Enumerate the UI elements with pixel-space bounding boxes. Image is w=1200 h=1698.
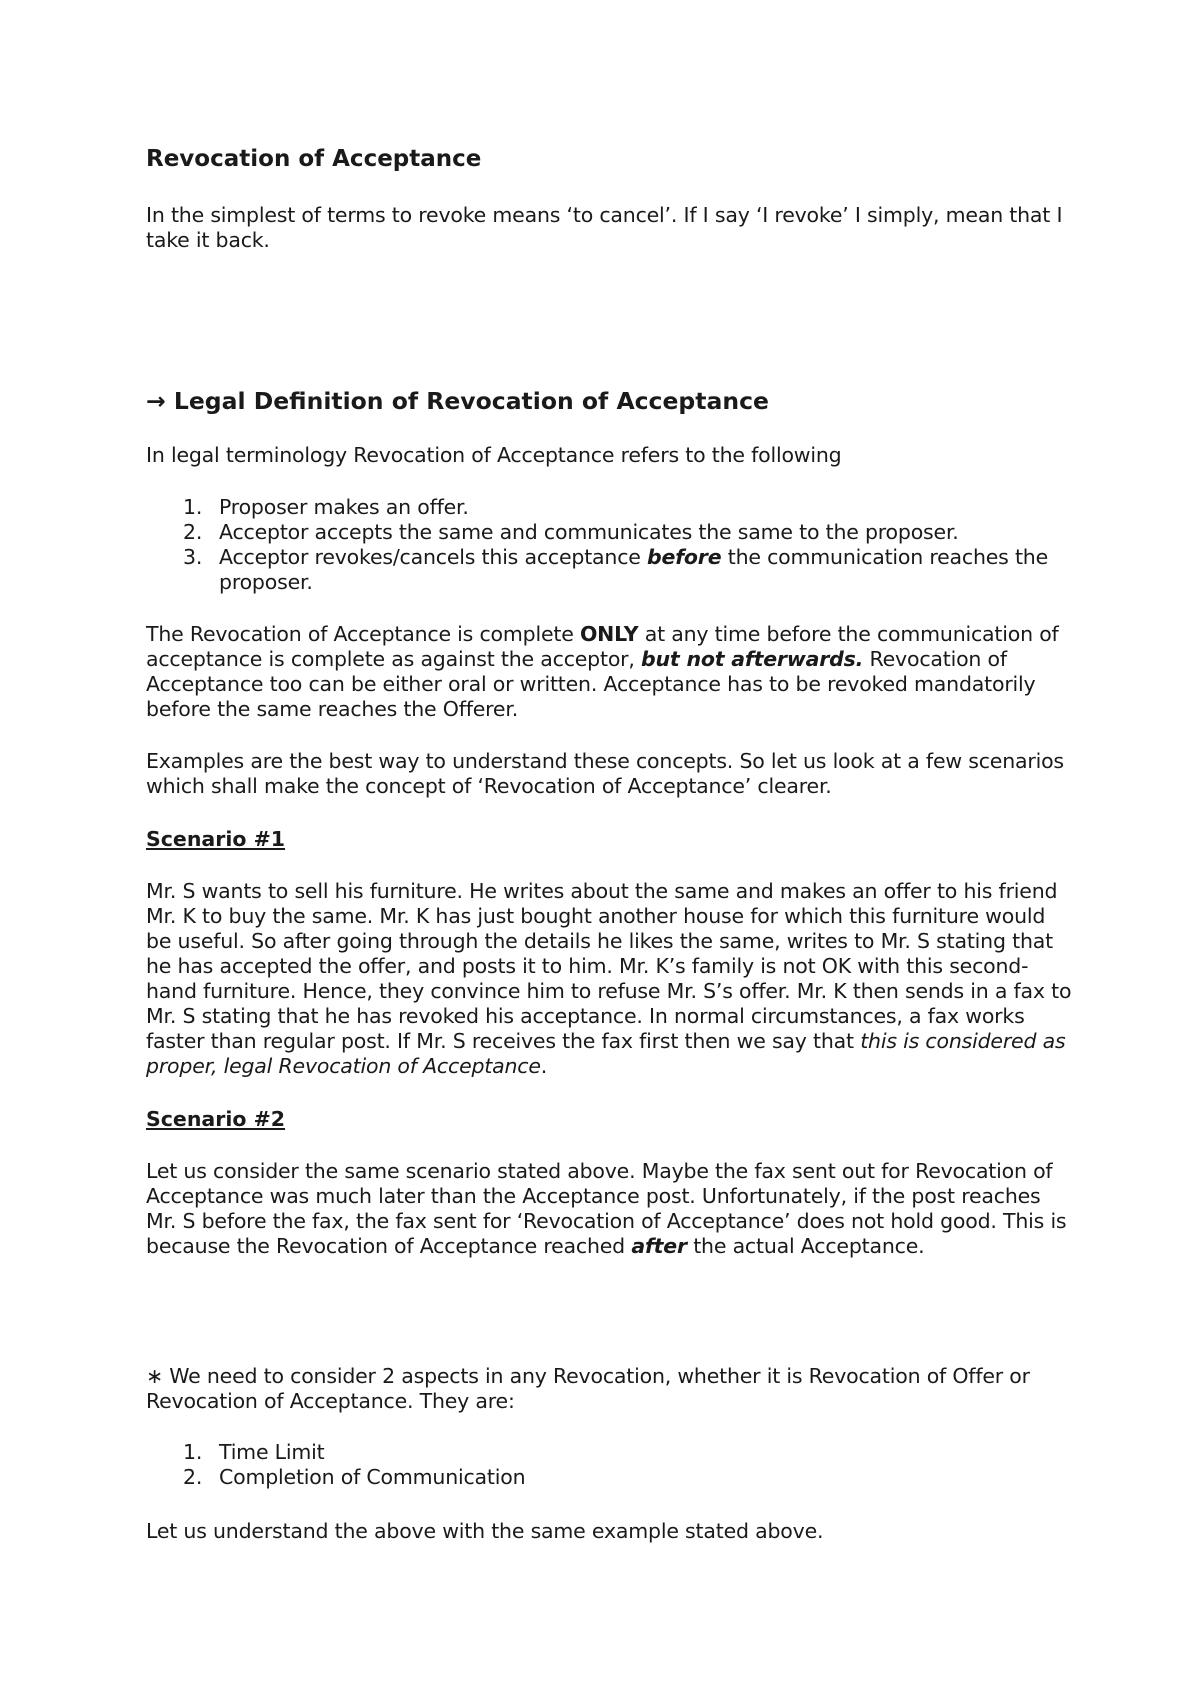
scenario-2-heading: Scenario #2 bbox=[146, 1107, 286, 1131]
list-item-number: 2. bbox=[183, 1465, 203, 1489]
list-item-text: Acceptor accepts the same and communicates the same to the proposer. bbox=[219, 520, 959, 544]
scenario-1-paragraph bbox=[146, 879, 1076, 1079]
list-item-number: 1. bbox=[183, 495, 203, 519]
emphasis-text: but not afterwards. bbox=[641, 647, 864, 671]
emphasis-text: after bbox=[631, 1234, 687, 1258]
list-item bbox=[146, 495, 1076, 520]
list-item-number: 2. bbox=[183, 520, 203, 544]
scenario-1-heading: Scenario #1 bbox=[146, 827, 286, 851]
scenario-2-paragraph bbox=[146, 1159, 1076, 1259]
closing-paragraph: Let us understand the above with the same example stated above. bbox=[146, 1519, 824, 1543]
list-item-text: Time Limit bbox=[219, 1440, 325, 1464]
legal-definition-heading-text: Legal Definition of Revocation of Acceptance bbox=[173, 387, 769, 415]
list-item-text: the communication reaches the proposer. bbox=[219, 545, 1049, 594]
intro-paragraph: In the simplest of terms to revoke means ‘to cancel’. If I say ‘I revoke’ I simply, mean that I take it back. bbox=[146, 203, 1063, 252]
emphasis-text: before bbox=[647, 545, 722, 569]
document-title: Revocation of Acceptance bbox=[146, 146, 482, 172]
list-item bbox=[146, 545, 1076, 595]
legal-intro-paragraph: In legal terminology Revocation of Acceptance refers to the following bbox=[146, 443, 842, 467]
legal-definition-heading bbox=[146, 387, 769, 415]
paragraph-text: . bbox=[540, 1054, 548, 1078]
list-item bbox=[146, 1465, 1076, 1490]
paragraph-text: Let us consider the same scenario stated above. Maybe the fax sent out for Revocation of Acceptance was much later than the Acceptance post. Unfortunately, if the post reaches Mr. S before the fax, the fax sent for ‘Revocation of Acceptance’ does not hold good. This is because the Revocation of Acceptance reached bbox=[146, 1159, 1067, 1258]
list-item-number: 1. bbox=[183, 1440, 203, 1464]
emphasis-text: this is considered as proper, legal Revocation of Acceptance bbox=[146, 1029, 1066, 1078]
aspects-paragraph: ∗ We need to consider 2 aspects in any Revocation, whether it is Revocation of Offer or Revocation of Acceptance. They are: bbox=[146, 1364, 1030, 1413]
list-item-text: Proposer makes an offer. bbox=[219, 495, 469, 519]
list-item-number: 3. bbox=[183, 545, 203, 569]
revocation-steps-list bbox=[146, 495, 1076, 595]
emphasis-text: ONLY bbox=[579, 622, 639, 646]
arrow-icon: → bbox=[146, 387, 166, 415]
paragraph-text: Mr. S wants to sell his furniture. He writes about the same and makes an offer to his friend Mr. K to buy the same. Mr. K has just bought another house for which this furniture would be useful. So after going through the details he likes the same, writes to Mr. S stating that he has accepted the offer, and posts it to him. Mr. K’s family is not OK with this second-hand furniture. Hence, they convince him to refuse Mr. S’s offer. Mr. K then sends in a fax to Mr. S stating that he has revoked his acceptance. In normal circumstances, a fax works faster than regular post. If Mr. S receives the fax first then we say that bbox=[146, 879, 1072, 1053]
aspects-list bbox=[146, 1440, 1076, 1490]
completion-paragraph bbox=[146, 622, 1076, 722]
paragraph-text: at any time before the communication of acceptance is complete as against the acceptor, bbox=[146, 622, 1059, 671]
paragraph-text: the actual Acceptance. bbox=[686, 1234, 925, 1258]
list-item-text: Completion of Communication bbox=[219, 1465, 526, 1489]
list-item bbox=[146, 1440, 1076, 1465]
paragraph-text: The Revocation of Acceptance is complete bbox=[146, 622, 580, 646]
paragraph-text: Revocation of Acceptance too can be either oral or written. Acceptance has to be revoked mandatorily before the same reaches the Offerer. bbox=[146, 647, 1036, 721]
examples-paragraph: Examples are the best way to understand these concepts. So let us look at a few scenarios which shall make the concept of ‘Revocation of Acceptance’ clearer. bbox=[146, 749, 1064, 798]
list-item bbox=[146, 520, 1076, 545]
list-item-text: Acceptor revokes/cancels this acceptance bbox=[219, 545, 648, 569]
